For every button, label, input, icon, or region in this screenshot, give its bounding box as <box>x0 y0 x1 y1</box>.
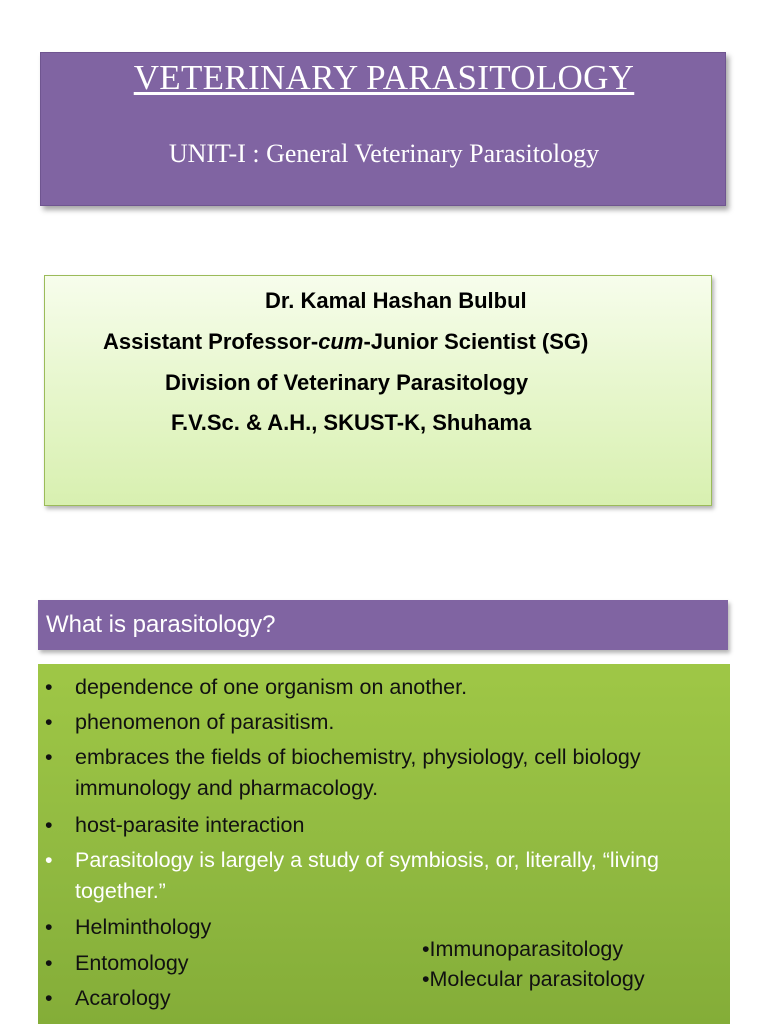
author-division: Division of Veterinary Parasitology <box>165 370 529 395</box>
slide-title: VETERINARY PARASITOLOGY <box>133 58 635 97</box>
author-position-suffix: -Junior Scientist (SG) <box>363 329 589 354</box>
bullet-item: • phenomenon of parasitism. <box>75 707 725 738</box>
author-position <box>103 329 588 355</box>
author-box <box>44 275 712 506</box>
section-heading: What is parasitology? <box>46 611 276 638</box>
bullet-item: • Entomology <box>75 948 725 979</box>
section-heading-bar <box>38 600 728 650</box>
author-name: Dr. Kamal Hashan Bulbul <box>265 288 527 313</box>
author-position-italic: cum <box>318 329 364 354</box>
side-item: •Immunoparasitology <box>422 937 624 961</box>
bullet-item: • embraces the fields of biochemistry, physiology, cell biology immunology and pharmacology. <box>75 742 725 804</box>
bullet-item: • host-parasite interaction <box>75 810 725 841</box>
bullet-item: • dependence of one organism on another. <box>75 672 725 703</box>
slide-subtitle: UNIT-I : General Veterinary Parasitology <box>168 139 600 168</box>
author-institution: F.V.Sc. & A.H., SKUST-K, Shuhama <box>171 410 532 435</box>
bullet-item-highlight: • Parasitology is largely a study of symbiosis, or, literally, “living together.” <box>75 845 725 907</box>
author-position-prefix: Assistant Professor- <box>103 329 319 354</box>
bullet-item: • Acarology <box>75 983 725 1014</box>
side-item: •Molecular parasitology <box>422 967 645 991</box>
bullet-item: • Helminthology <box>75 912 725 943</box>
content-box <box>38 664 730 1024</box>
